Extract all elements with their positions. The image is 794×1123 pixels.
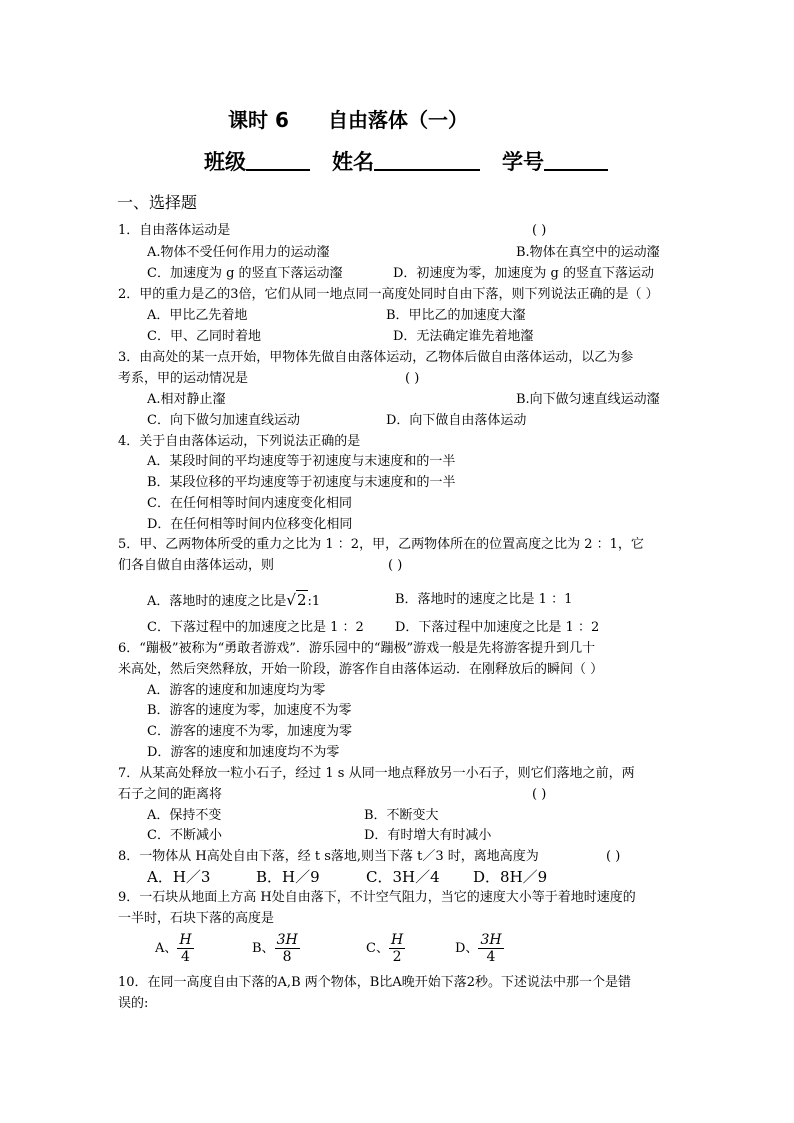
q4-option-c[interactable]: C．在任何相等时间内速度变化相同 (147, 496, 352, 511)
q2-option-c[interactable]: C．甲、乙同时着地 (147, 329, 261, 344)
q5-option-a[interactable] (147, 590, 320, 612)
q2-option-d[interactable]: D．无法确定谁先着地瀣 (393, 329, 534, 344)
q9-option-b-fraction (275, 932, 300, 965)
q1-option-b[interactable]: B.物体在真空中的运动瀣 (516, 245, 660, 260)
q3-stem-line1: 3．由高处的某一点开始，甲物体先做自由落体运动，乙物体后做自由落体运动，以乙为参 (118, 350, 634, 365)
q7-option-c[interactable]: C．不断减小 (147, 828, 222, 843)
q9-a-denominator: 4 (181, 949, 190, 965)
q6-stem-line2: 米高处，然后突然释放，开始一阶段，游客作自由落体运动．在刚释放后的瞬间（ ） (118, 662, 604, 677)
q2-stem: 2．甲的重力是乙的3倍，它们从同一地点同一高度处同时自由下落，则下列说法正确的是（ ） (118, 287, 659, 302)
name-field[interactable] (332, 146, 480, 176)
q5-answer-paren[interactable]: ( ) (388, 558, 403, 573)
q8-answer-paren[interactable]: ( ) (606, 849, 621, 864)
q9-d-numerator: 3H (480, 932, 502, 948)
q5-option-d[interactable]: D．下落过程中加速度之比是 1 ：2 (395, 620, 600, 635)
q8-option-a[interactable]: A．H／3 (147, 868, 211, 886)
q2-option-b[interactable]: B．甲比乙的加速度大瀣 (386, 308, 526, 323)
q7-answer-paren[interactable]: ( ) (532, 787, 547, 802)
q9-c-denominator: 2 (392, 949, 402, 965)
q8-option-b[interactable]: B．H／9 (256, 868, 320, 886)
q1-option-c[interactable]: C．加速度为 g 的竖直下落运动瀣 (147, 266, 343, 281)
q9-option-d-label: D、 (455, 941, 479, 956)
q7-stem-line2: 石子之间的距离将 (118, 787, 223, 802)
class-blank[interactable] (246, 149, 310, 171)
q3-stem-line2: 考系，甲的运动情况是 (118, 371, 249, 386)
q1-stem: 1．自由落体运动是 (118, 223, 231, 238)
q10-stem-line2: 误的: (118, 996, 149, 1011)
q8-option-c[interactable]: C．3H／4 (366, 868, 440, 886)
q6-option-a[interactable]: A．游客的速度和加速度均为零 (147, 683, 326, 698)
q3-option-b[interactable]: B.向下做匀速直线运动瀣 (516, 392, 660, 407)
q9-option-b[interactable] (252, 932, 300, 966)
q5-option-b[interactable]: B．落地时的速度之比是 1 ：1 (395, 592, 573, 607)
sqrt-symbol: √2 (286, 591, 307, 609)
q10-stem-line1: 10．在同一高度自由下落的A,B 两个物体，B比A晚开始下落2秒。下述说法中那一个是错 (118, 975, 631, 990)
q9-option-a[interactable] (155, 932, 194, 966)
q9-b-denominator: 8 (282, 949, 292, 965)
q8-stem: 8．一物体从 H高处自由下落，经 t s落地,则当下落 t／3 时，离地高度为 (118, 849, 539, 864)
q6-option-b[interactable]: B．游客的速度为零，加速度不为零 (147, 703, 352, 718)
class-field[interactable] (204, 146, 310, 176)
q9-option-c-fraction (389, 932, 405, 965)
q9-b-numerator: 3H (276, 932, 298, 948)
q7-option-b[interactable]: B．不断变大 (364, 808, 439, 823)
id-field[interactable] (502, 146, 608, 176)
q7-option-a[interactable]: A．保持不变 (147, 808, 222, 823)
q8-option-d[interactable]: D．8H／9 (473, 868, 548, 886)
q9-option-c-label: C、 (366, 941, 389, 956)
q9-option-d-fraction (478, 932, 503, 965)
q9-option-d[interactable] (455, 932, 504, 966)
q9-option-a-fraction (177, 932, 193, 965)
q3-option-a[interactable]: A.相对静止瀣 (147, 392, 226, 407)
q7-option-d[interactable]: D．有时增大有时减小 (364, 828, 492, 843)
lesson-number: 课时 6 (228, 108, 289, 132)
q9-stem-line1: 9．一石块从地面上方高 H处自由落下，不计空气阻力，当它的速度大小等于着地时速度的 (118, 890, 636, 905)
q3-answer-paren[interactable]: ( ) (405, 371, 420, 386)
q4-option-a[interactable]: A．某段时间的平均速度等于初速度与末速度和的一半 (147, 454, 456, 469)
q5-option-a-radicand: 2 (296, 591, 307, 609)
lesson-topic: 自由落体（一） (328, 108, 468, 132)
q2-option-a[interactable]: A．甲比乙先着地 (147, 308, 248, 323)
q7-stem-line1: 7．从某高处释放一粒小石子，经过 1 s 从同一地点释放另一小石子，则它们落地之前，两 (118, 766, 635, 781)
q9-option-b-label: B、 (252, 941, 275, 956)
q5-option-a-prefix: A．落地时的速度之比是 (147, 594, 287, 609)
q4-option-b[interactable]: B．某段位移的平均速度等于初速度与末速度和的一半 (147, 475, 456, 490)
q9-option-c[interactable] (366, 932, 405, 966)
q6-stem-line1: 6．“蹦极”被称为“勇敢者游戏”．游乐园中的“蹦极”游戏一般是先将游客提升到几十 (118, 641, 596, 656)
q5-stem-line2: 们各自做自由落体运动，则 (118, 558, 275, 573)
section-title: 一、选择题 (117, 193, 198, 212)
q9-stem-line2: 一半时，石块下落的高度是 (118, 911, 275, 926)
q1-answer-paren[interactable]: ( ) (532, 223, 547, 238)
q9-option-a-label: A、 (155, 941, 178, 956)
q9-a-numerator: H (179, 932, 192, 948)
q1-option-a[interactable]: A.物体不受任何作用力的运动瀣 (147, 245, 330, 260)
class-label: 班级 (204, 150, 246, 174)
q4-stem: 4．关于自由落体运动，下列说法正确的是 (118, 434, 361, 449)
q9-d-denominator: 4 (486, 949, 496, 965)
q3-option-d[interactable]: D．向下做自由落体运动 (386, 413, 527, 428)
name-blank[interactable] (374, 149, 480, 171)
q3-option-c[interactable]: C．向下做匀加速直线运动 (147, 413, 300, 428)
q5-stem-line1: 5．甲、乙两物体所受的重力之比为 1 ：2，甲，乙两物体所在的位置高度之比为 2 ：1，它 (118, 537, 644, 552)
q6-option-d[interactable]: D．游客的速度和加速度均不为零 (147, 745, 340, 760)
q1-option-d[interactable]: D．初速度为零，加速度为 g 的竖直下落运动 (393, 266, 655, 281)
q4-option-d[interactable]: D．在任何相等时间内位移变化相同 (147, 517, 353, 532)
id-blank[interactable] (544, 149, 608, 171)
id-label: 学号 (502, 150, 544, 174)
q6-option-c[interactable]: C．游客的速度不为零，加速度为零 (147, 724, 352, 739)
q9-c-numerator: H (390, 932, 404, 948)
q5-option-c[interactable]: C．下落过程中的加速度之比是 1 ：2 (147, 620, 364, 635)
name-label: 姓名 (332, 150, 374, 174)
q5-option-a-suffix: :1 (307, 594, 321, 609)
